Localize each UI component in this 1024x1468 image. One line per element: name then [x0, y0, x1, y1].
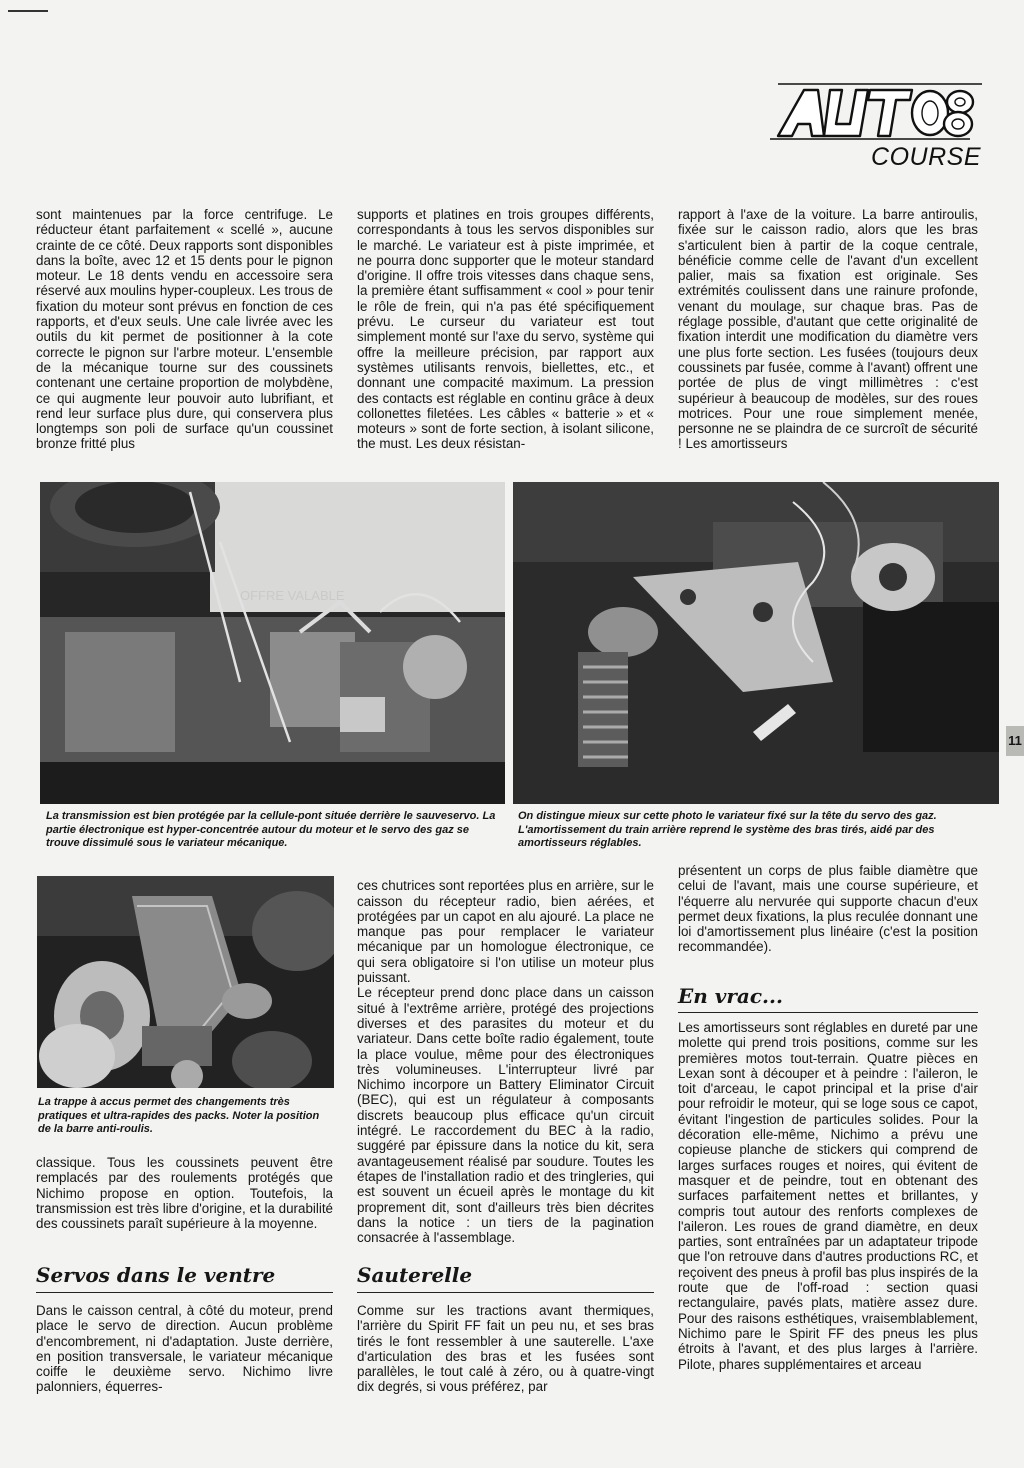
logo-subtitle: COURSE [871, 143, 981, 171]
page-number: 11 [1006, 726, 1024, 756]
auto8-logo-mark [770, 82, 985, 142]
article-column-2-top [357, 207, 654, 452]
heading-rule [357, 1292, 654, 1293]
paragraph: classique. Tous les coussinets peuvent être remplacés par des roulements protégés que Nichimo propose en option. Toutefois, la transmission est très libre d'origine, et la durabilité des coussinets paraît supérieure à la moyenne. [36, 1155, 333, 1232]
article-column-1-continued [36, 1155, 333, 1231]
paragraph: Comme sur les tractions avant thermiques, l'arrière du Spirit FF fait un peu nu, et ses bras tirés le font ressembler à une sauterelle. L'axe d'articulation des bras et les fusées sont parallèles, le tout calé à zéro, ou à quatre-vingt dix degrés, si vous préférez, par [357, 1303, 654, 1395]
magazine-logo [770, 82, 985, 174]
photo-variateur [513, 482, 999, 804]
heading-servos: Servos dans le ventre [36, 1263, 276, 1287]
paragraph: présentent un corps de plus faible diamètre que celui de l'avant, mais une course supérieure, et l'équerre alu nervurée qui supporte chacun d'eux permet deux fixations, la plus reculée donnant une loi d'amortissement plus linéaire (c'est la position recommandée). [678, 863, 978, 955]
article-column-3-top [678, 207, 978, 452]
paragraph: Dans le caisson central, à côté du moteur, prend place le servo de direction. Aucun problème d'encombrement, ni d'adaptation. Juste derrière, en position transversale, le variateur mécanique coiffe le deuxième servo. Nichimo livre palonniers, équerres- [36, 1303, 333, 1395]
heading-rule [36, 1292, 333, 1293]
section-servos-body [36, 1303, 333, 1395]
paragraph: ces chutrices sont reportées plus en arrière, sur le caisson du récepteur radio, bien aérées, et protégées par un capot en alu ajouré. La place ne manque pas pour remplacer le variateur mécanique par un homologue électronique, ce qui sera obligatoire si l'on utilise un moteur plus puissant. Le récepteur prend donc place dans un caisson situé à l'extrême arrière, protégé des projections diverses et des parasites du moteur et du variateur. Dans cette boîte radio également, toute la place voulue, même pour des électroniques très volumineuses. L'interrupteur livré par Nichimo incorpore un Battery Eliminator Circuit (BEC), qui est un régulateur à composants discrets beaucoup plus efficace qu'un circuit intégré. Le raccordement du BEC à la radio, suggéré par épissure dans la notice du kit, sera avantageusement réalisé par soudure. Toutes les étapes de l'installation radio et des tringleries, qui est souvent un écueil après le montage du kit proprement dit, sont d'ailleurs très bien décrites dans la notice : un tiers de la pagination consacrée à l'assemblage. [357, 878, 654, 1246]
caption-photo-variateur: On distingue mieux sur cette photo le variateur fixé sur la tête du servo des gaz. L'amortissement du train arrière reprend le système des bras tirés, aidé par des amortisseurs réglables. [518, 810, 937, 850]
paragraph: sont maintenues par la force centrifuge. Le réducteur étant parfaitement « scellé », aucune crainte de ce côté. Deux rapports sont disponibles dans la boîte, avec 12 et 15 dents pour le pignon moteur. Le 18 dents vendu en accessoire sera réservé aux moulins hyper-coupleux. Les trous de fixation du moteur sont prévus en fonction de ces rapports, et d'eux seuls. Une cale livrée avec les outils du kit permet de positionner à la cote correcte le pignon sur l'arbre moteur. L'ensemble de la mécanique tourne sur des coussinets contenant une certaine proportion de molybdène, ce qui augmente leur pouvoir auto lubrifiant, et rend leur surface plus dure, qui conservera plus longtemps son poli de surface qu'un coussinet bronze fritté plus [36, 207, 333, 452]
paragraph: rapport à l'axe de la voiture. La barre antiroulis, fixée sur le caisson radio, alors que les bras s'articulent bien à partir de la coque centrale, bénéficie comme celle de l'avant d'un excellent palier, mais sa fixation est originale. Ses extrémités coulissent dans une rainure profonde, venant du moulage, sur chaque bras. Pas de réglage possible, d'autant que cette originalité de fixation interdit une modification du diamètre vers une plus forte section. Les fusées (toujours deux coussinets par fusée, comme à l'avant) offrent une portée de plus de vingt millimètres : c'est supérieur à beaucoup de modèles, sur des roues motrices. Pour une roue simplement menée, personne ne se plaindra de ce surcroît de sécurité ! Les amortisseurs [678, 207, 978, 452]
caption-photo-trappe-accus: La trappe à accus permet des changements très pratiques et ultra-rapides des packs. Noter la position de la barre anti-roulis. [38, 1096, 320, 1136]
heading-sauterelle: Sauterelle [357, 1263, 473, 1287]
article-column-2-middle [357, 863, 654, 1261]
photo-transmission [40, 482, 505, 804]
section-sauterelle-body [357, 1303, 654, 1395]
paragraph: supports et platines en trois groupes différents, correspondants à tous les servos disponibles sur le marché. Le variateur est à piste imprimée, et ne pourra donc supporter que le moteur standard d'origine. Il offre trois vitesses dans chaque sens, la première étant suffisamment « cool » pour tenir le rôle de frein, qui n'a pas été spécifiquement prévu. Le curseur du variateur est tout simplement monté sur l'axe du servo, système qui offre la meilleure précision, par rapport aux systèmes utilisants renvois, biellettes, etc., et donnant une compacité maximum. La pression des contacts est réglable en continu grâce à deux collonettes filetées. Les câbles « batterie » et « moteurs » sont de forte section, à isolant silicone, the must. Les deux résistan- [357, 207, 654, 452]
photo-trappe-accus [37, 876, 334, 1088]
photo-watermark: OFFRE VALABLE [240, 588, 345, 603]
article-column-1-top [36, 207, 333, 452]
heading-rule [678, 1012, 978, 1013]
paragraph: Les amortisseurs sont réglables en dureté par une molette qui prend trois positions, comme sur les premières motos tout-terrain. Quatre pièces en Lexan sont à découper et à peindre : l'aileron, le toit d'arceau, le capot principal et la prise d'air pour refroidir le moteur, qui se loge sous ce capot, évitant l'ingestion de particules solides. Pour la décoration elle-même, Nichimo a prévu une copieuse planche de stickers qui comprend de larges surfaces rouges et noires, qui évitent de masquer et de peindre, tout en obtenant des surfaces parfaitement nettes et brillantes, y compris tout autour des renforts complexes de l'aileron. Les roues de grand diamètre, en deux parties, sont entraînées par un adaptateur tripode que l'on retrouve dans d'autres productions RC, et reçoivent des pneus à profil bas plus inspirés de la route que de l'off-road : section quasi rectangulaire, pavés plats, matière assez dure. Pour des raisons esthétiques, vraisemblablement, Nichimo pare le Spirit FF des pneus les plus étroits à l'avant, et des plus larges à l'arrière. Pilote, phares supplémentaires et arceau [678, 1020, 978, 1372]
caption-photo-transmission: La transmission est bien protégée par la cellule-pont située derrière le sauveservo. La partie électronique est hyper-concentrée autour du moteur et le servo des gaz se trouve dissimulé sous le variateur mécanique. [46, 810, 496, 850]
top-corner-rule [8, 10, 48, 12]
section-en-vrac-body [678, 1020, 978, 1372]
heading-en-vrac: En vrac... [678, 984, 783, 1008]
article-column-3-middle [678, 863, 978, 955]
